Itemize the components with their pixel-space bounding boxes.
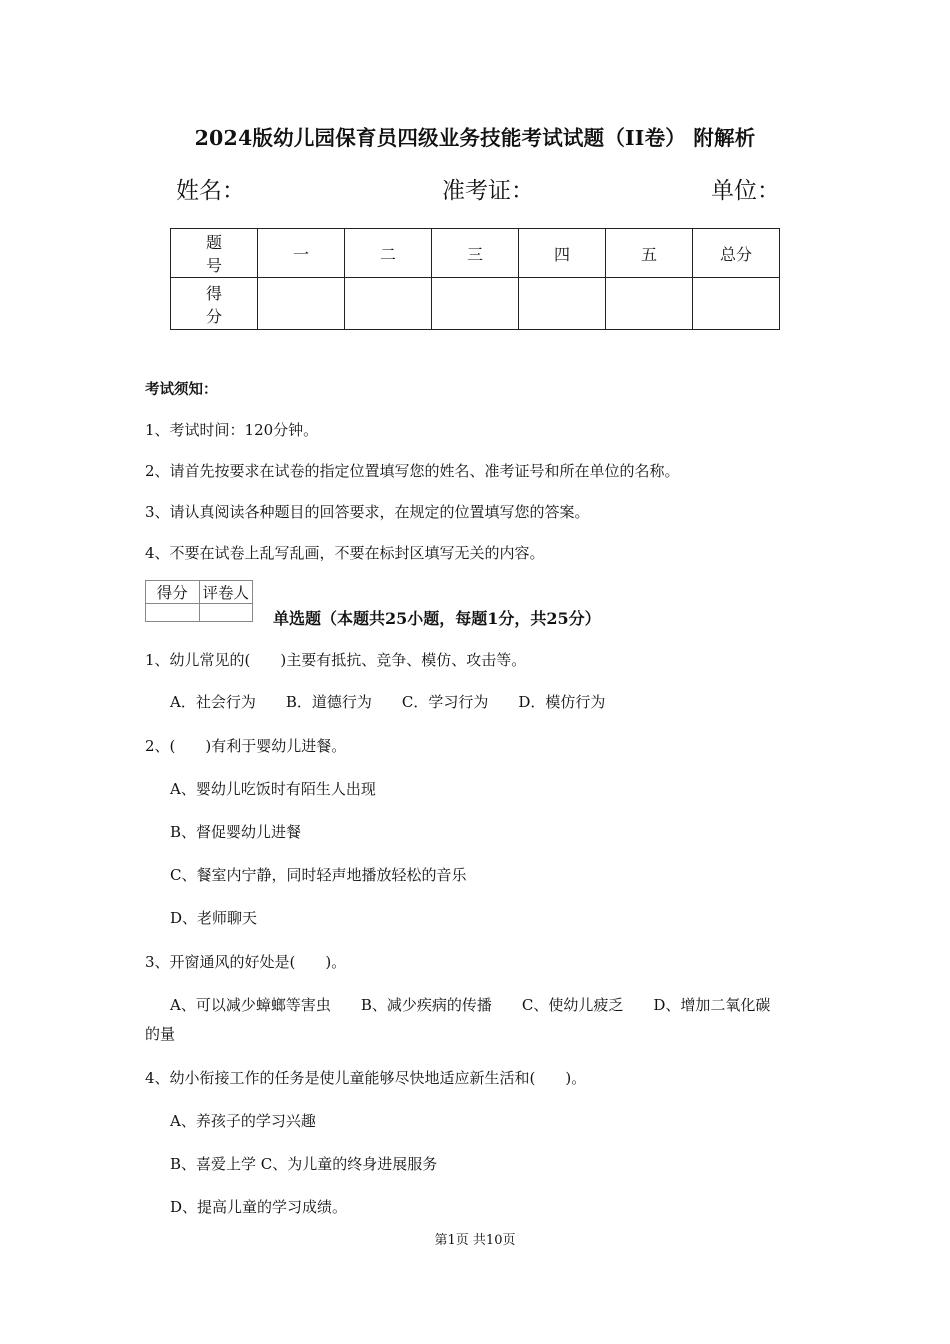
score-table-col-1: 一: [258, 229, 345, 278]
score-cell-1[interactable]: [258, 278, 345, 330]
score-table-col-4: 四: [519, 229, 606, 278]
section-title: 单选题（本题共25小题，每题1分，共25分）: [273, 609, 601, 628]
score-table-col-3: 三: [432, 229, 519, 278]
score-cell-total[interactable]: [693, 278, 780, 330]
grader-box-score-cell[interactable]: [146, 604, 200, 622]
question-4-option-d: D、提高儿童的学习成绩。: [170, 1198, 348, 1216]
question-2-option-d: D、老师聊天: [170, 909, 258, 927]
notice-item-1: 1、考试时间：120分钟。: [145, 421, 319, 439]
grader-box: [145, 580, 253, 622]
document-title: 2024版幼儿园保育员四级业务技能考试试题（II卷） 附解析: [194, 126, 756, 150]
question-2-option-a: A、婴幼儿吃饭时有陌生人出现: [170, 780, 376, 798]
score-table-label-question-no: 题 号: [171, 229, 258, 278]
question-1-stem: 1、幼儿常见的( )主要有抵抗、竞争、模仿、攻击等。: [145, 651, 527, 669]
score-cell-3[interactable]: [432, 278, 519, 330]
question-1-options: A．社会行为 B．道德行为 C．学习行为 D．模仿行为: [170, 693, 606, 711]
question-3-options: A、可以减少蟑螂等害虫 B、减少疾病的传播 C、使幼儿疲乏 D、增加二氧化碳: [170, 996, 771, 1014]
notice-item-2: 2、请首先按要求在试卷的指定位置填写您的姓名、准考证号和所在单位的名称。: [145, 462, 680, 480]
question-4-option-a: A、养孩子的学习兴趣: [170, 1112, 316, 1130]
question-2-option-c: C、餐室内宁静，同时轻声地播放轻松的音乐: [170, 866, 467, 884]
grader-box-score-label: 得分: [146, 581, 200, 604]
score-table-score-row: [171, 278, 780, 330]
grader-box-grader-label: 评卷人: [199, 581, 253, 604]
grader-box-grader-cell[interactable]: [199, 604, 253, 622]
question-2-stem: 2、( )有利于婴幼儿进餐。: [145, 737, 347, 755]
question-3-stem: 3、开窗通风的好处是( )。: [145, 953, 347, 971]
question-3-options-wrap: 的量: [145, 1025, 176, 1043]
unit-field-label: 单位：: [711, 178, 780, 204]
question-2-option-b: B、督促婴幼儿进餐: [170, 823, 302, 841]
score-table: [170, 228, 780, 330]
notice-item-4: 4、不要在试卷上乱写乱画，不要在标封区填写无关的内容。: [145, 544, 545, 562]
score-cell-2[interactable]: [345, 278, 432, 330]
score-cell-4[interactable]: [519, 278, 606, 330]
score-table-col-2: 二: [345, 229, 432, 278]
score-table-label-score: 得 分: [171, 278, 258, 330]
page-footer: 第1页 共10页: [434, 1233, 516, 1248]
question-4-stem: 4、幼小衔接工作的任务是使儿童能够尽快地适应新生活和( )。: [145, 1069, 587, 1087]
exam-id-field-label: 准考证：: [442, 178, 534, 204]
score-cell-5[interactable]: [606, 278, 693, 330]
name-field-label: 姓名：: [176, 178, 245, 204]
question-4-option-bc: B、喜爱上学 C、为儿童的终身进展服务: [170, 1155, 438, 1173]
notice-item-3: 3、请认真阅读各种题目的回答要求，在规定的位置填写您的答案。: [145, 503, 590, 521]
notice-heading: 考试须知：: [145, 381, 218, 398]
score-table-header-row: [171, 229, 780, 278]
score-table-col-5: 五: [606, 229, 693, 278]
score-table-col-total: 总分: [693, 229, 780, 278]
